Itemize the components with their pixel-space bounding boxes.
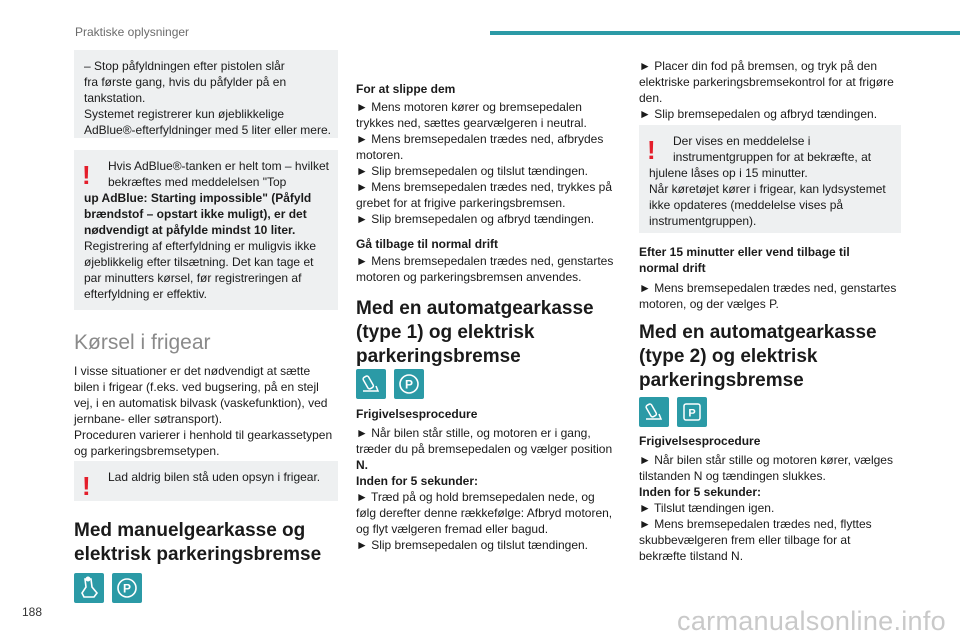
- col2-release-line: trykkes ned, sættes gearvælgeren i neutral.: [356, 116, 587, 130]
- automatic-gearbox-icon: [639, 397, 669, 427]
- col2-release-line: ► Mens bremsepedalen trædes ned, trykkes på: [356, 180, 613, 194]
- col1-intro-line: bilen i frigear (f.eks. ved bugsering, på en stejl: [74, 380, 319, 394]
- col1-warning-box-2: [74, 461, 338, 501]
- col3-proc-line: bekræfte tilstand N.: [639, 549, 744, 563]
- col1-box2-line: par minutters kørsel, før registreringen af: [84, 271, 302, 285]
- col1-heading: [74, 519, 321, 567]
- col3-after-line: motoren, og der vælges P.: [639, 297, 779, 311]
- col2-h-release: For at slippe dem: [356, 82, 456, 96]
- col2-release-line: grebet for at frigive parkeringsbremsen.: [356, 196, 566, 210]
- col1-box2-line: bekræftes med meddelelsen "Top: [108, 175, 287, 189]
- warning-icon: !: [647, 135, 656, 165]
- col1-box2-line: øjeblikkelig efter tilsætning. Det kan tage et: [84, 255, 314, 269]
- col3-after: [639, 280, 909, 312]
- col2-release-line: ► Mens motoren kører og bremsepedalen: [356, 100, 582, 114]
- parking-brake-icon: [677, 397, 707, 427]
- col1-box2-line: efterfyldning er effektiv.: [84, 287, 207, 301]
- running-header: Praktiske oplysninger: [75, 25, 190, 39]
- col3-box-line: ikke opdateres (meddelelse vises på: [649, 198, 844, 212]
- col3-box-line: hjulene låses op i 15 minutter.: [649, 166, 808, 180]
- col2-heading-line: Med en automatgearkasse: [356, 298, 594, 319]
- col2-proc: [356, 425, 626, 553]
- col2-release-line: ► Slip bremsepedalen og afbryd tændingen.: [356, 212, 595, 226]
- col3-h-after: [639, 244, 850, 276]
- col3-heading-line: (type 2) og elektrisk: [639, 346, 818, 367]
- col3-top-line: den.: [639, 91, 663, 105]
- col1-intro: [74, 363, 344, 459]
- col3-heading-line: Med en automatgearkasse: [639, 322, 877, 343]
- col3-top-line: elektriske parkeringsbremsekontrol for at frigøre: [639, 75, 894, 89]
- col3-proc-line: Inden for 5 sekunder:: [639, 485, 762, 499]
- col3-box-line: instrumentgruppen).: [649, 214, 757, 228]
- col3-heading: [639, 321, 877, 393]
- col1-heading-line: elektrisk parkeringsbremse: [74, 544, 322, 565]
- col1-box2-line: Registrering af efterfyldning er muligvis ikke: [84, 239, 317, 253]
- col3-h-after-line: normal drift: [639, 261, 706, 275]
- col3-box-line: instrumentgruppen for at bekræfte, at: [673, 150, 872, 164]
- col2-h-back: Gå tilbage til normal drift: [356, 237, 499, 251]
- parking-brake-icon: [112, 573, 142, 603]
- col1-box1-line: tankstation.: [84, 91, 146, 105]
- col1-box2-line: brændstof – opstart ikke muligt), er det: [84, 207, 307, 221]
- col1-intro-line: og parkeringsbremsetypen.: [74, 444, 220, 458]
- col1-intro-line: Proceduren varierer i henhold til gearkassetypen: [74, 428, 333, 442]
- col2-back-line: motoren og parkeringsbremsen anvendes.: [356, 270, 582, 284]
- col3-h-after-line: Efter 15 minutter eller vend tilbage til: [639, 245, 850, 259]
- col1-intro-line: I visse situationer er det nødvendigt at sætte: [74, 364, 311, 378]
- col2-release-line: ► Slip bremsepedalen og tilslut tændingen.: [356, 164, 589, 178]
- svg-text:P: P: [404, 377, 414, 392]
- col3-heading-line: parkeringsbremse: [639, 370, 804, 391]
- manual-gearbox-icon: [74, 573, 104, 603]
- col3-top-line: ► Slip bremsepedalen og afbryd tændingen.: [639, 107, 878, 121]
- col2-back: [356, 253, 626, 285]
- col2-proc-line: træder du på bremsepedalen og vælger position: [356, 442, 613, 456]
- col2-proc-line: Inden for 5 sekunder:: [356, 474, 479, 488]
- col2-release: [356, 99, 626, 227]
- col2-proc-line: følg derefter denne rækkefølge: Afbryd motoren,: [356, 506, 613, 520]
- col1-box1-line: AdBlue®-efterfyldninger med 5 liter eller mere.: [84, 123, 331, 137]
- col3-top-line: ► Placer din fod på bremsen, og tryk på den: [639, 59, 878, 73]
- automatic-gearbox-icon: [356, 369, 386, 399]
- col1-box1-line: Systemet registrerer kun øjeblikkelige: [84, 107, 285, 121]
- warning-icon: !: [82, 160, 91, 190]
- col3-proc: [639, 452, 909, 564]
- col1-box1-line: fra første gang, hvis du påfylder på en: [84, 75, 287, 89]
- warning-icon: !: [82, 471, 91, 501]
- svg-text:P: P: [122, 581, 132, 596]
- section-title: Kørsel i frigear: [74, 331, 211, 354]
- col2-heading-line: (type 1) og elektrisk: [356, 322, 535, 343]
- col1-warning-box: [74, 150, 338, 310]
- col3-box-line: Der vises en meddelelse i: [673, 134, 811, 148]
- col1-intro-line: jernbane- eller søtransport).: [74, 412, 223, 426]
- col3-proc-line: ► Mens bremsepedalen trædes ned, flyttes: [639, 517, 872, 531]
- col1-heading-line: Med manuelgearkasse og: [74, 520, 306, 541]
- col1-box2-line: up AdBlue: Starting impossible" (Påfyld: [84, 191, 312, 205]
- header-accent-bar: [490, 31, 960, 35]
- watermark: carmanualsonline.info: [677, 606, 946, 636]
- col1-box2-line: nødvendigt at påfylde mindst 10 liter.: [84, 223, 296, 237]
- col1-box1-line: – Stop påfyldningen efter pistolen slår: [84, 59, 285, 73]
- col3-warning-box: [639, 125, 901, 233]
- col1-box2-line: Hvis AdBlue®-tanken er helt tom – hvilket: [108, 159, 329, 173]
- col2-h-proc: Frigivelsesprocedure: [356, 407, 478, 421]
- col2-proc-line: ► Når bilen står stille, og motoren er i gang,: [356, 426, 591, 440]
- col2-proc-line: ► Træd på og hold bremsepedalen nede, og: [356, 490, 595, 504]
- parking-brake-icon: [394, 369, 424, 399]
- page-number: 188: [22, 605, 43, 619]
- col3-after-line: ► Mens bremsepedalen trædes ned, genstartes: [639, 281, 897, 295]
- col3-proc-line: tilstanden N og tændingen slukkes.: [639, 469, 826, 483]
- col3-proc-line: skubbevælgeren frem eller tilbage for at: [639, 533, 851, 547]
- col2-proc-line: N.: [356, 458, 368, 472]
- svg-text:P: P: [688, 407, 696, 420]
- col3-proc-line: ► Tilslut tændingen igen.: [639, 501, 775, 515]
- col2-heading-line: parkeringsbremse: [356, 346, 521, 367]
- col1-warn3: Lad aldrig bilen stå uden opsyn i frigear.: [108, 470, 321, 484]
- col3-top: [639, 58, 909, 122]
- col2-release-line: motoren.: [356, 148, 404, 162]
- col2-heading: [356, 297, 594, 369]
- col2-back-line: ► Mens bremsepedalen trædes ned, genstartes: [356, 254, 614, 268]
- col2-proc-line: og flyt vælgeren fremad eller bagud.: [356, 522, 549, 536]
- col1-intro-line: vej, i en automatisk bilvask (vaskefunktion), ved: [74, 396, 328, 410]
- col3-proc-line: ► Når bilen står stille og motoren kører, vælges: [639, 453, 893, 467]
- col2-release-line: ► Mens bremsepedalen trædes ned, afbrydes: [356, 132, 604, 146]
- col1-note-box: [74, 50, 338, 138]
- col2-proc-line: ► Slip bremsepedalen og tilslut tændingen.: [356, 538, 589, 552]
- col3-box-line: Når køretøjet kører i frigear, kan lydsystemet: [649, 182, 886, 196]
- col3-h-proc: Frigivelsesprocedure: [639, 434, 761, 448]
